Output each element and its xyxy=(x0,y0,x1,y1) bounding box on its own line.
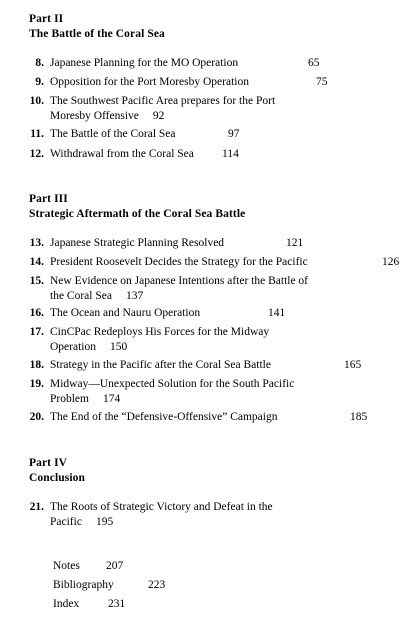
chapter-number: 10. xyxy=(29,95,44,107)
toc-entry-bibliography[interactable] xyxy=(53,579,166,591)
chapter-title: The Ocean and Nauru Operation xyxy=(50,307,201,319)
chapter-number: 9. xyxy=(35,76,44,88)
chapter-title: Withdrawal from the Coral Sea xyxy=(50,148,194,160)
chapter-title-continued: the Coral Sea xyxy=(50,290,112,302)
page-number: 165 xyxy=(344,359,362,371)
part-label: Part III xyxy=(29,193,68,205)
chapter-title: The End of the “Defensive-Offensive” Campaign xyxy=(50,411,278,423)
page-number: 207 xyxy=(106,560,124,572)
chapter-title: Midway—Unexpected Solution for the South Pacific xyxy=(50,378,295,390)
chapter-title-continued: Operation xyxy=(50,341,96,353)
chapter-title-continued: Pacific xyxy=(50,516,82,528)
chapter-number: 11. xyxy=(30,128,44,140)
page-number: 75 xyxy=(316,76,328,88)
chapter-title-continued: Moresby Offensive xyxy=(50,110,139,122)
page-number: 65 xyxy=(308,57,320,69)
chapter-title-continued: Problem xyxy=(50,393,89,405)
part-title: Strategic Aftermath of the Coral Sea Battle xyxy=(29,208,246,220)
page-number: 126 xyxy=(382,256,400,268)
back-matter-title: Index xyxy=(53,598,80,610)
back-matter-title: Notes xyxy=(53,560,80,572)
page-number: 150 xyxy=(109,341,128,353)
chapter-number: 13. xyxy=(29,237,44,249)
chapter-title: CinCPac Redeploys His Forces for the Midway xyxy=(50,326,270,338)
page-number: 223 xyxy=(148,579,166,591)
chapter-title: Strategy in the Pacific after the Coral Sea Battle xyxy=(50,359,271,371)
page-number: 195 xyxy=(95,516,114,528)
part-title: The Battle of the Coral Sea xyxy=(29,28,165,40)
chapter-number: 21. xyxy=(29,501,44,513)
part-title: Conclusion xyxy=(29,472,85,484)
chapter-title: The Battle of the Coral Sea xyxy=(50,128,176,140)
chapter-title: Opposition for the Port Moresby Operation xyxy=(50,76,249,88)
chapter-title: Japanese Strategic Planning Resolved xyxy=(50,237,225,249)
chapter-number: 12. xyxy=(29,148,44,160)
chapter-title: New Evidence on Japanese Intentions after the Battle of xyxy=(50,275,309,287)
chapter-number: 18. xyxy=(29,359,44,371)
part-label: Part II xyxy=(29,13,64,25)
page-number: 231 xyxy=(108,598,126,610)
chapter-number: 20. xyxy=(29,411,44,423)
chapter-number: 14. xyxy=(29,256,44,268)
page-number: 121 xyxy=(286,237,304,249)
chapter-number: 16. xyxy=(29,307,44,319)
page-number: 174 xyxy=(102,393,121,405)
page-number: 97 xyxy=(228,128,240,140)
part-label: Part IV xyxy=(29,457,68,469)
page-number: 185 xyxy=(350,411,368,423)
toc-entry-notes[interactable] xyxy=(53,560,124,572)
chapter-number: 15. xyxy=(29,275,44,287)
chapter-title: President Roosevelt Decides the Strategy for the Pacific xyxy=(50,256,308,268)
chapter-title: The Roots of Strategic Victory and Defeat in the xyxy=(50,501,273,513)
chapter-number: 19. xyxy=(29,378,44,390)
chapter-number: 8. xyxy=(35,57,44,69)
toc-entry-index[interactable] xyxy=(53,598,126,610)
page-number: 141 xyxy=(268,307,286,319)
chapter-number: 17. xyxy=(29,326,44,338)
chapter-title: Japanese Planning for the MO Operation xyxy=(50,57,239,69)
page-number: 92 xyxy=(152,110,165,122)
chapter-title: The Southwest Pacific Area prepares for the Port xyxy=(50,95,276,107)
page-number: 114 xyxy=(222,148,239,160)
back-matter-title: Bibliography xyxy=(53,579,114,591)
page-number: 137 xyxy=(125,290,144,302)
